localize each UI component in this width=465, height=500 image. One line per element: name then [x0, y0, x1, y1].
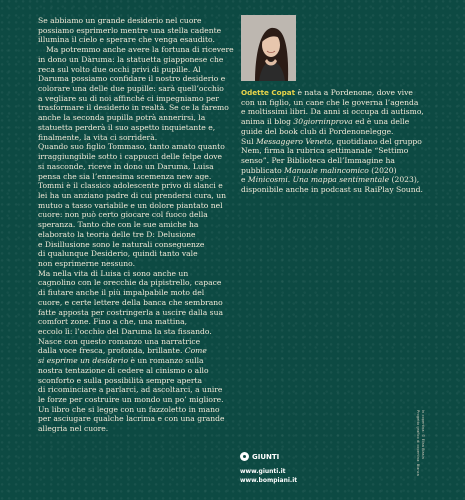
publisher-links — [240, 467, 297, 485]
book-title: Minicosmi. Una mappa sentimentale — [247, 175, 390, 185]
bio-text: , quotidiano del gruppo — [331, 136, 422, 146]
synopsis-line: Ma potremmo anche avere la fortuna di ricevere — [46, 45, 234, 55]
bio-line — [241, 166, 429, 176]
synopsis-line: di ricominciare a parlarci, ad ascoltarci, a unire — [38, 385, 223, 395]
synopsis-line: eccolo lì: l’occhio del Daruma la sta fissando. — [38, 327, 212, 336]
synopsis-line: di fiutare anche il più impalpabile moto del — [38, 288, 205, 298]
synopsis-line: pensa che sia l’ennesima scemenza new age. — [38, 171, 212, 181]
bio-text: (2020) — [371, 165, 397, 175]
synopsis-line: e Disillusione sono le naturali conseguenze — [38, 239, 205, 249]
bio-text: è nata a Pordenone, dove vive — [297, 88, 413, 97]
synopsis-line: Tommi è il classico adolescente privo di slanci e — [38, 181, 223, 191]
cover-credit — [416, 410, 425, 490]
giunti-link[interactable]: www.giunti.it — [240, 468, 286, 475]
synopsis-text: è un romanzo sulla — [130, 356, 204, 366]
synopsis-line: colorare una delle due pupille: sarà quell’occhio — [38, 84, 224, 94]
synopsis-line: comfort zone. Fino a che, una mattina, — [38, 317, 188, 327]
bio-line — [241, 88, 429, 98]
bio-text: anima il blog — [241, 117, 291, 127]
cover-credit-line: Progetto grafico di copertina: Bianca — [416, 410, 421, 476]
synopsis-line: di qualunque Desiderio, quindi tanto vale — [38, 249, 198, 259]
synopsis-line: anche la seconda pupilla potrà annerirsi, la — [38, 113, 206, 123]
synopsis-line: mutuo a tasso variabile e un dolore piantato nel — [38, 200, 223, 210]
synopsis-line: cagnolino con le orecchie da pipistrello, capace — [38, 278, 222, 288]
synopsis-line: possiamo esprimerlo mentre una stella cadente — [38, 25, 222, 35]
synopsis-line — [38, 346, 234, 356]
synopsis-line: Daruma possiamo confidare il nostro desiderio e — [38, 74, 226, 84]
synopsis-line: Quando suo figlio Tommaso, tanto amato quanto — [38, 142, 225, 152]
synopsis-line: Un libro che si legge con un fazzoletto in mano — [38, 404, 220, 414]
synopsis-line: trasformare il desiderio in realtà. Se ce la faremo — [38, 103, 229, 113]
bio-line — [241, 117, 429, 127]
synopsis-line: reca sul volto due occhi privi di pupille. Al — [38, 64, 201, 74]
synopsis-line: fatte apposta per costringerla a uscire dalla sua — [38, 307, 223, 317]
synopsis-line: si nasconde, riceve in dono un Daruma, Luisa — [38, 161, 214, 171]
bio-line: guide del book club di Pordenonelegge. — [241, 126, 394, 136]
synopsis-line: cuore, e certe lettere della banca che sembrano — [38, 297, 223, 307]
bio-line — [241, 137, 429, 147]
book-synopsis — [38, 16, 234, 434]
synopsis-line: irraggiungibile sotto i cappucci delle felpe dove — [38, 152, 223, 162]
newspaper-name: Messaggero Veneto — [255, 136, 332, 146]
synopsis-line: per asciugare qualche lacrima e con una grande — [38, 414, 225, 424]
synopsis-line: Se abbiamo un grande desiderio nel cuore — [38, 16, 202, 25]
bio-line: disponibile anche in podcast su RaiPlay Sound. — [241, 185, 423, 195]
synopsis-text: dalla voce fresca, profonda, brillante. — [38, 346, 183, 356]
synopsis-line: speranza. Tanto che con le sue amiche ha — [38, 220, 199, 230]
cover-credit-line: In copertina: © Elisa Biasin — [421, 410, 425, 459]
synopsis-line: lei ha un anziano padre di cui prendersi cura, un — [38, 190, 227, 200]
synopsis-line: finalmente, la vita ci sorriderà. — [38, 132, 158, 142]
author-portrait-image — [241, 15, 296, 81]
bio-text: ed è una delle — [355, 117, 410, 127]
synopsis-line — [38, 356, 234, 366]
synopsis-line: illumina il cielo e sperare che venga esaudito. — [38, 35, 215, 45]
synopsis-line: non esprimerne nessuno. — [38, 258, 136, 268]
synopsis-line: in dono un Dàruma: la statuetta giapponese che — [38, 54, 224, 64]
giunti-logo-icon — [240, 452, 249, 461]
bio-text: pubblicato — [241, 165, 282, 175]
synopsis-line: cuore: non può certo giocare col fuoco della — [38, 210, 208, 220]
book-title-part: Come — [184, 346, 207, 356]
publisher-logo — [240, 452, 279, 461]
author-bio — [241, 88, 429, 195]
book-title: Manuale malincomico — [284, 165, 369, 175]
bio-text: Sul — [241, 136, 254, 146]
bio-line: senso”. Per Biblioteca dell’Immagine ha — [241, 156, 395, 166]
synopsis-line: allegria nel cuore. — [38, 424, 109, 434]
bio-text: (2023), — [391, 175, 420, 185]
blog-name: 30giorninprova — [293, 117, 353, 127]
bio-text: e — [241, 175, 246, 185]
synopsis-line: Nasce con questo romanzo una narratrice — [38, 336, 201, 346]
synopsis-line: elaborato la teoria delle tre D: Delusione — [38, 229, 196, 239]
author-name: Odette Copat — [241, 88, 296, 97]
synopsis-line: Ma nella vita di Luisa ci sono anche un — [38, 268, 189, 278]
synopsis-line: a vegliare su di noi affinché ci impegniamo per — [38, 93, 219, 103]
bompiani-link[interactable]: www.bompiani.it — [240, 477, 298, 484]
synopsis-line: le forze per costruire un mondo un po’ migliore. — [38, 395, 224, 405]
bio-line — [241, 175, 429, 185]
book-title-part: si esprime un desiderio — [38, 356, 129, 366]
synopsis-line: sconforto e sulla possibilità sempre aperta — [38, 375, 203, 385]
author-photo — [241, 15, 296, 81]
bio-line: e moltissimi libri. Da anni si occupa di autismo, — [241, 107, 424, 117]
synopsis-line: statuetta perderà il suo aspetto inquietante e, — [38, 122, 216, 132]
bio-line: Nem, firma la rubrica settimanale “Settimo — [241, 146, 409, 156]
publisher-logo-text: GIUNTI — [252, 452, 280, 461]
bio-line: con un figlio, un cane che le governa l’agenda — [241, 97, 419, 107]
synopsis-line: nostra tentazione di cedere al cinismo o allo — [38, 365, 209, 375]
